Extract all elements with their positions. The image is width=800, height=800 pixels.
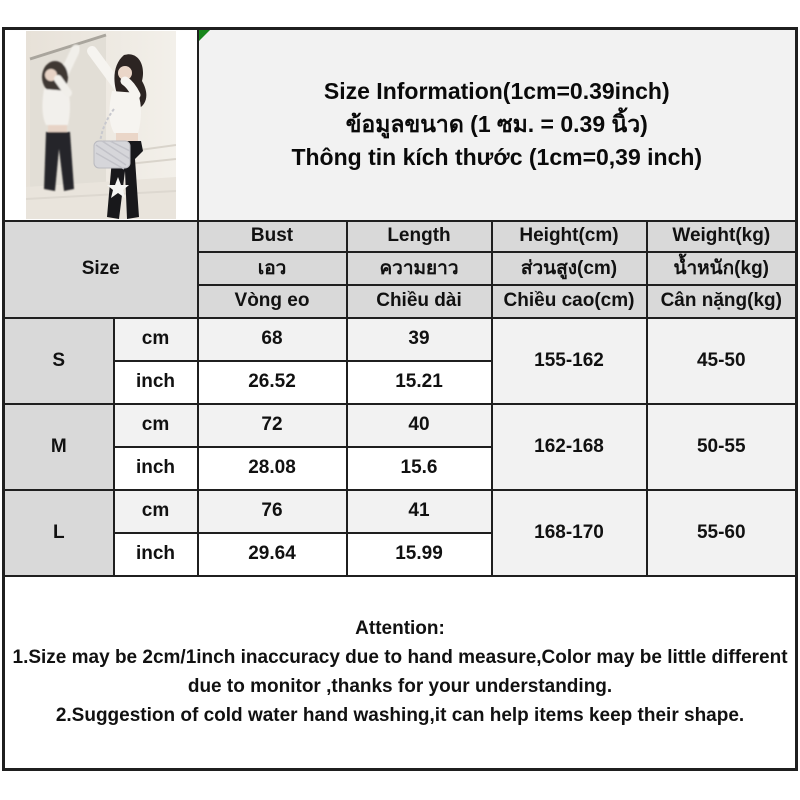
header-bust-vi: Vòng eo [198, 285, 347, 318]
title-thai: ข้อมูลขนาด (1 ซม. = 0.39 นิ้ว) [345, 111, 648, 138]
row-s-cm [4, 318, 797, 361]
header-weight-en: Weight(kg) [647, 221, 797, 252]
header-weight-vi: Cân nặng(kg) [647, 285, 797, 318]
header-bust-en: Bust [198, 221, 347, 252]
header-height-th: ส่วนสูง(cm) [492, 252, 647, 285]
l-height: 168-170 [492, 490, 647, 576]
m-bust-inch: 28.08 [198, 447, 347, 490]
s-height: 155-162 [492, 318, 647, 404]
row-m-cm [4, 404, 797, 447]
m-length-inch: 15.6 [347, 447, 492, 490]
header-weight-th: น้ำหนัก(kg) [647, 252, 797, 285]
header-length-vi: Chiều dài [347, 285, 492, 318]
l-length-inch: 15.99 [347, 533, 492, 576]
l-length-cm: 41 [347, 490, 492, 533]
unit-cm: cm [114, 490, 198, 533]
m-length-cm: 40 [347, 404, 492, 447]
s-bust-cm: 68 [198, 318, 347, 361]
s-weight: 45-50 [647, 318, 797, 404]
product-photo-cell [4, 29, 198, 221]
header-bust-th: เอว [198, 252, 347, 285]
row-attention [4, 576, 797, 770]
unit-cm: cm [114, 318, 198, 361]
header-length-th: ความยาว [347, 252, 492, 285]
unit-cm: cm [114, 404, 198, 447]
size-table [2, 27, 798, 771]
m-weight: 50-55 [647, 404, 797, 490]
title-vietnamese: Thông tin kích thước (1cm=0,39 inch) [291, 144, 703, 171]
unit-inch: inch [114, 447, 198, 490]
title-cell [198, 29, 797, 221]
attention-cell [4, 576, 797, 770]
l-bust-inch: 29.64 [198, 533, 347, 576]
s-length-cm: 39 [347, 318, 492, 361]
header-height-vi: Chiều cao(cm) [492, 285, 647, 318]
header-length-en: Length [347, 221, 492, 252]
size-label-s: S [4, 318, 114, 404]
unit-inch: inch [114, 361, 198, 404]
l-weight: 55-60 [647, 490, 797, 576]
title-english: Size Information(1cm=0.39inch) [323, 78, 670, 105]
excel-flag-icon [199, 30, 210, 41]
s-length-inch: 15.21 [347, 361, 492, 404]
product-photo [26, 31, 176, 219]
m-bust-cm: 72 [198, 404, 347, 447]
s-bust-inch: 26.52 [198, 361, 347, 404]
size-column-header: Size [4, 221, 198, 318]
attention-note-1: 1.Size may be 2cm/1inch inaccuracy due to hand measure,Color may be little different due to monitor ,thanks for your understanding. [12, 647, 788, 698]
size-label-m: M [4, 404, 114, 490]
unit-inch: inch [114, 533, 198, 576]
header-height-en: Height(cm) [492, 221, 647, 252]
row-l-cm [4, 490, 797, 533]
l-bust-cm: 76 [198, 490, 347, 533]
attention-heading: Attention: [355, 618, 445, 640]
attention-note-2: 2.Suggestion of cold water hand washing,it can help items keep their shape. [55, 705, 745, 727]
m-height: 162-168 [492, 404, 647, 490]
size-label-l: L [4, 490, 114, 576]
